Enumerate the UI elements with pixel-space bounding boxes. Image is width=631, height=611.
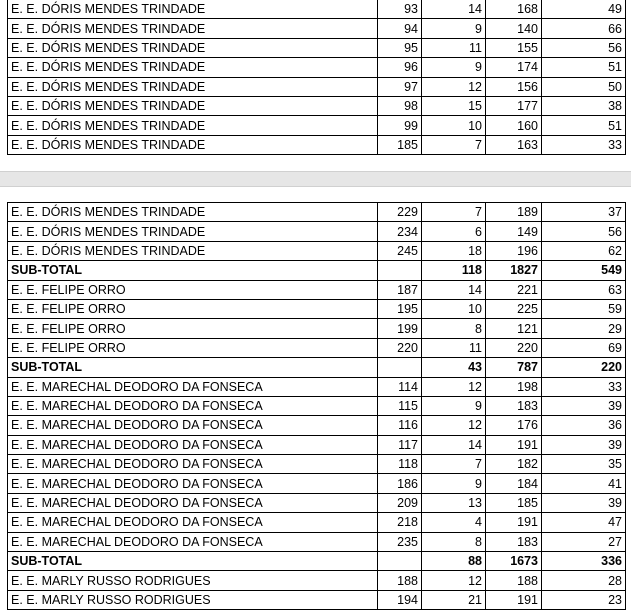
table-row xyxy=(8,19,626,38)
table-row xyxy=(8,338,626,357)
value-c-cell: 69 xyxy=(542,338,626,357)
value-b-cell: 191 xyxy=(486,513,542,532)
value-b-cell: 183 xyxy=(486,532,542,551)
value-c-cell: 33 xyxy=(542,377,626,396)
value-a-cell: 4 xyxy=(422,513,486,532)
value-a-cell: 14 xyxy=(422,0,486,19)
value-a-cell: 8 xyxy=(422,319,486,338)
school-name-cell: E. E. MARECHAL DEODORO DA FONSECA xyxy=(8,474,378,493)
school-name-cell: E. E. DÓRIS MENDES TRINDADE xyxy=(8,241,378,260)
school-name-cell: E. E. DÓRIS MENDES TRINDADE xyxy=(8,203,378,222)
value-a-cell: 9 xyxy=(422,19,486,38)
school-name-cell: E. E. DÓRIS MENDES TRINDADE xyxy=(8,38,378,57)
value-c-cell: 47 xyxy=(542,513,626,532)
value-b-cell: 177 xyxy=(486,96,542,115)
section-number-cell: 218 xyxy=(378,513,422,532)
section-number-cell: 220 xyxy=(378,338,422,357)
value-b-cell: 1827 xyxy=(486,261,542,280)
school-name-cell: E. E. MARECHAL DEODORO DA FONSECA xyxy=(8,513,378,532)
value-a-cell: 12 xyxy=(422,77,486,96)
value-a-cell: 18 xyxy=(422,241,486,260)
value-a-cell: 12 xyxy=(422,377,486,396)
value-b-cell: 174 xyxy=(486,58,542,77)
section-number-cell: 114 xyxy=(378,377,422,396)
value-b-cell: 163 xyxy=(486,135,542,154)
subtotal-row xyxy=(8,261,626,280)
section-number-cell: 209 xyxy=(378,493,422,512)
value-a-cell: 15 xyxy=(422,96,486,115)
value-a-cell: 9 xyxy=(422,58,486,77)
school-name-cell: E. E. DÓRIS MENDES TRINDADE xyxy=(8,96,378,115)
school-name-cell: E. E. DÓRIS MENDES TRINDADE xyxy=(8,19,378,38)
value-c-cell: 41 xyxy=(542,474,626,493)
section-number-cell: 98 xyxy=(378,96,422,115)
school-name-cell: SUB-TOTAL xyxy=(8,261,378,280)
subtotal-row xyxy=(8,552,626,571)
value-b-cell: 196 xyxy=(486,241,542,260)
page-break-separator xyxy=(0,171,631,187)
value-c-cell: 37 xyxy=(542,203,626,222)
results-table-page-top xyxy=(7,0,626,155)
table-row xyxy=(8,396,626,415)
value-c-cell: 336 xyxy=(542,552,626,571)
value-a-cell: 7 xyxy=(422,135,486,154)
value-c-cell: 50 xyxy=(542,77,626,96)
value-b-cell: 183 xyxy=(486,396,542,415)
school-name-cell: E. E. DÓRIS MENDES TRINDADE xyxy=(8,58,378,77)
table-row xyxy=(8,532,626,551)
value-c-cell: 39 xyxy=(542,435,626,454)
school-name-cell: E. E. MARECHAL DEODORO DA FONSECA xyxy=(8,416,378,435)
school-name-cell: SUB-TOTAL xyxy=(8,358,378,377)
school-name-cell: E. E. FELIPE ORRO xyxy=(8,319,378,338)
school-name-cell: E. E. DÓRIS MENDES TRINDADE xyxy=(8,116,378,135)
school-name-cell: E. E. FELIPE ORRO xyxy=(8,280,378,299)
value-c-cell: 35 xyxy=(542,455,626,474)
value-b-cell: 156 xyxy=(486,77,542,96)
value-c-cell: 62 xyxy=(542,241,626,260)
value-b-cell: 184 xyxy=(486,474,542,493)
value-b-cell: 168 xyxy=(486,0,542,19)
table-row xyxy=(8,280,626,299)
value-c-cell: 39 xyxy=(542,493,626,512)
table-row xyxy=(8,513,626,532)
school-name-cell: E. E. FELIPE ORRO xyxy=(8,299,378,318)
value-b-cell: 160 xyxy=(486,116,542,135)
value-b-cell: 1673 xyxy=(486,552,542,571)
value-a-cell: 6 xyxy=(422,222,486,241)
section-number-cell: 235 xyxy=(378,532,422,551)
school-name-cell: E. E. MARLY RUSSO RODRIGUES xyxy=(8,571,378,590)
table-row xyxy=(8,474,626,493)
value-a-cell: 14 xyxy=(422,435,486,454)
section-number-cell: 188 xyxy=(378,571,422,590)
table-row xyxy=(8,58,626,77)
section-number-cell: 95 xyxy=(378,38,422,57)
value-b-cell: 221 xyxy=(486,280,542,299)
value-b-cell: 191 xyxy=(486,435,542,454)
value-c-cell: 29 xyxy=(542,319,626,338)
value-a-cell: 8 xyxy=(422,532,486,551)
value-a-cell: 13 xyxy=(422,493,486,512)
results-table-page-bottom xyxy=(7,202,626,610)
value-c-cell: 66 xyxy=(542,19,626,38)
value-a-cell: 10 xyxy=(422,116,486,135)
section-number-cell: 116 xyxy=(378,416,422,435)
value-b-cell: 176 xyxy=(486,416,542,435)
table-row xyxy=(8,241,626,260)
school-name-cell: SUB-TOTAL xyxy=(8,552,378,571)
table-row xyxy=(8,416,626,435)
value-c-cell: 56 xyxy=(542,38,626,57)
school-name-cell: E. E. MARECHAL DEODORO DA FONSECA xyxy=(8,377,378,396)
value-a-cell: 43 xyxy=(422,358,486,377)
value-a-cell: 88 xyxy=(422,552,486,571)
value-c-cell: 549 xyxy=(542,261,626,280)
section-number-cell: 187 xyxy=(378,280,422,299)
table-row xyxy=(8,77,626,96)
value-c-cell: 63 xyxy=(542,280,626,299)
value-a-cell: 7 xyxy=(422,455,486,474)
value-c-cell: 220 xyxy=(542,358,626,377)
value-b-cell: 149 xyxy=(486,222,542,241)
section-number-cell xyxy=(378,261,422,280)
value-a-cell: 118 xyxy=(422,261,486,280)
value-c-cell: 33 xyxy=(542,135,626,154)
school-name-cell: E. E. MARECHAL DEODORO DA FONSECA xyxy=(8,455,378,474)
value-b-cell: 188 xyxy=(486,571,542,590)
value-c-cell: 27 xyxy=(542,532,626,551)
school-name-cell: E. E. DÓRIS MENDES TRINDADE xyxy=(8,77,378,96)
value-c-cell: 28 xyxy=(542,571,626,590)
value-a-cell: 11 xyxy=(422,338,486,357)
section-number-cell: 195 xyxy=(378,299,422,318)
value-a-cell: 9 xyxy=(422,474,486,493)
section-number-cell: 185 xyxy=(378,135,422,154)
value-c-cell: 49 xyxy=(542,0,626,19)
school-name-cell: E. E. DÓRIS MENDES TRINDADE xyxy=(8,135,378,154)
value-b-cell: 787 xyxy=(486,358,542,377)
table-row xyxy=(8,493,626,512)
school-name-cell: E. E. MARECHAL DEODORO DA FONSECA xyxy=(8,532,378,551)
school-name-cell: E. E. DÓRIS MENDES TRINDADE xyxy=(8,222,378,241)
table-row xyxy=(8,299,626,318)
school-name-cell: E. E. MARLY RUSSO RODRIGUES xyxy=(8,590,378,609)
section-number-cell: 97 xyxy=(378,77,422,96)
value-a-cell: 14 xyxy=(422,280,486,299)
value-b-cell: 191 xyxy=(486,590,542,609)
table-row xyxy=(8,319,626,338)
table-row xyxy=(8,222,626,241)
section-number-cell: 118 xyxy=(378,455,422,474)
section-number-cell: 199 xyxy=(378,319,422,338)
section-number-cell: 96 xyxy=(378,58,422,77)
value-b-cell: 140 xyxy=(486,19,542,38)
table-row xyxy=(8,96,626,115)
value-b-cell: 182 xyxy=(486,455,542,474)
value-c-cell: 39 xyxy=(542,396,626,415)
table-row xyxy=(8,590,626,609)
value-c-cell: 56 xyxy=(542,222,626,241)
value-b-cell: 189 xyxy=(486,203,542,222)
value-a-cell: 21 xyxy=(422,590,486,609)
value-a-cell: 9 xyxy=(422,396,486,415)
school-name-cell: E. E. MARECHAL DEODORO DA FONSECA xyxy=(8,493,378,512)
table-row xyxy=(8,0,626,19)
value-c-cell: 23 xyxy=(542,590,626,609)
section-number-cell: 234 xyxy=(378,222,422,241)
section-number-cell xyxy=(378,552,422,571)
value-b-cell: 185 xyxy=(486,493,542,512)
value-a-cell: 12 xyxy=(422,416,486,435)
value-c-cell: 36 xyxy=(542,416,626,435)
value-b-cell: 220 xyxy=(486,338,542,357)
value-a-cell: 12 xyxy=(422,571,486,590)
subtotal-row xyxy=(8,358,626,377)
section-number-cell: 93 xyxy=(378,0,422,19)
table-row xyxy=(8,203,626,222)
table-row xyxy=(8,38,626,57)
value-a-cell: 10 xyxy=(422,299,486,318)
value-b-cell: 155 xyxy=(486,38,542,57)
section-number-cell: 245 xyxy=(378,241,422,260)
section-number-cell: 186 xyxy=(378,474,422,493)
value-c-cell: 51 xyxy=(542,116,626,135)
section-number-cell xyxy=(378,358,422,377)
value-b-cell: 225 xyxy=(486,299,542,318)
value-c-cell: 51 xyxy=(542,58,626,77)
school-name-cell: E. E. MARECHAL DEODORO DA FONSECA xyxy=(8,435,378,454)
section-number-cell: 99 xyxy=(378,116,422,135)
table-row xyxy=(8,435,626,454)
value-c-cell: 38 xyxy=(542,96,626,115)
table-row xyxy=(8,377,626,396)
value-a-cell: 7 xyxy=(422,203,486,222)
section-number-cell: 117 xyxy=(378,435,422,454)
table-row xyxy=(8,571,626,590)
school-name-cell: E. E. FELIPE ORRO xyxy=(8,338,378,357)
school-name-cell: E. E. DÓRIS MENDES TRINDADE xyxy=(8,0,378,19)
table-row xyxy=(8,116,626,135)
table-row xyxy=(8,135,626,154)
section-number-cell: 229 xyxy=(378,203,422,222)
value-a-cell: 11 xyxy=(422,38,486,57)
value-c-cell: 59 xyxy=(542,299,626,318)
value-b-cell: 121 xyxy=(486,319,542,338)
value-b-cell: 198 xyxy=(486,377,542,396)
table-row xyxy=(8,455,626,474)
section-number-cell: 115 xyxy=(378,396,422,415)
section-number-cell: 194 xyxy=(378,590,422,609)
school-name-cell: E. E. MARECHAL DEODORO DA FONSECA xyxy=(8,396,378,415)
section-number-cell: 94 xyxy=(378,19,422,38)
